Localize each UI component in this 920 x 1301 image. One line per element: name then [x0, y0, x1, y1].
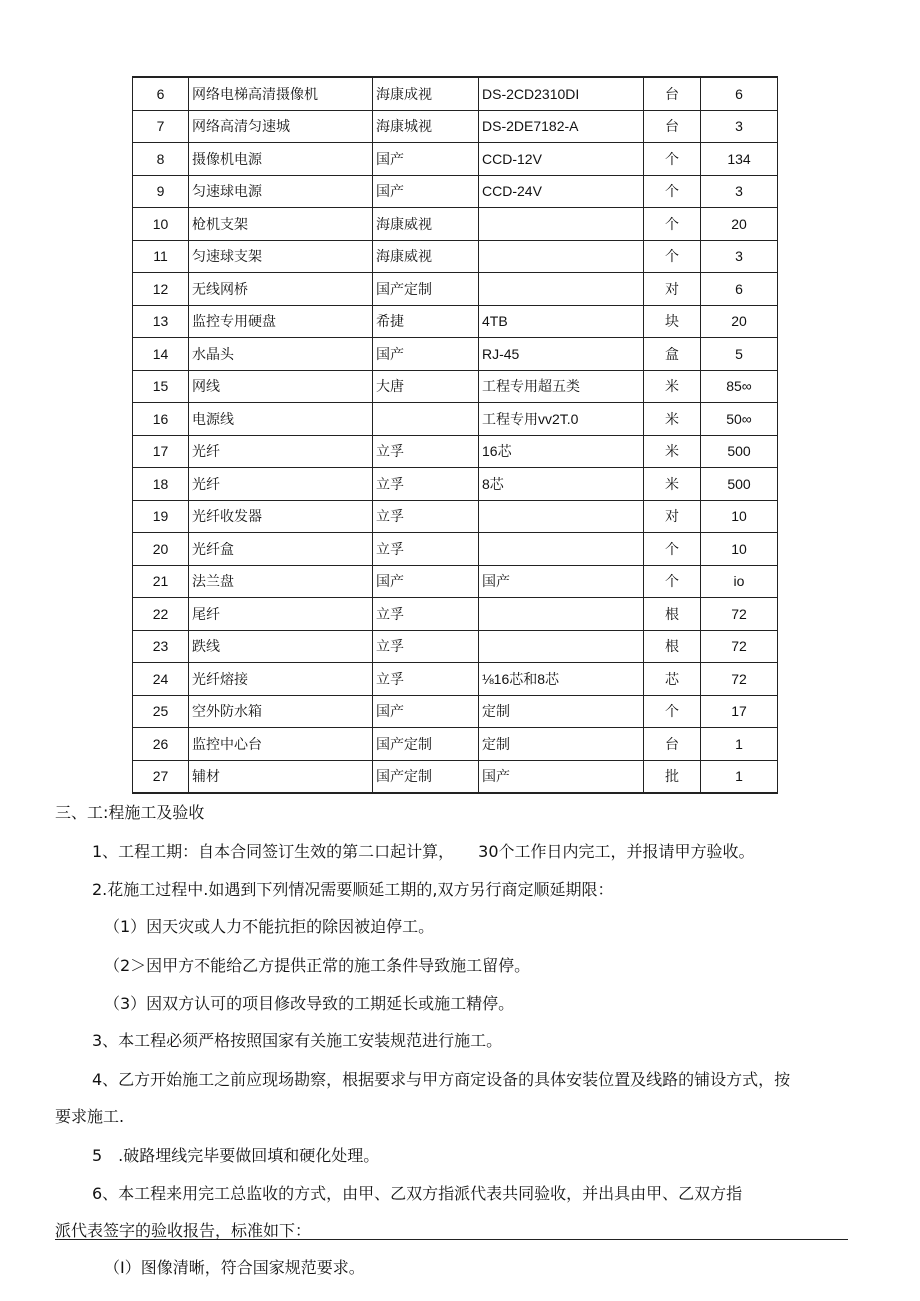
paragraph-2-item-2: （2＞因甲方不能给乙方提供正常的施工条件导致施工留停。 — [104, 956, 531, 975]
cell-qty: 20 — [701, 208, 778, 241]
paragraph-2: 2.花施工过程中.如遇到下列情况需要顺延工期的,双方另行商定顺延期限： — [92, 880, 614, 899]
cell-name: 尾纤 — [189, 598, 373, 631]
table-row — [133, 208, 778, 241]
cell-qty: 72 — [701, 663, 778, 696]
cell-brand: 海康城视 — [373, 110, 479, 143]
cell-qty: 6 — [701, 273, 778, 306]
table-row — [133, 370, 778, 403]
table-row — [133, 110, 778, 143]
cell-brand: 海康威视 — [373, 208, 479, 241]
cell-qty: 134 — [701, 143, 778, 176]
cell-qty: 10 — [701, 500, 778, 533]
cell-model — [479, 273, 644, 306]
cell-unit: 个 — [644, 565, 701, 598]
cell-unit: 个 — [644, 175, 701, 208]
cell-model: 工程专用超五类 — [479, 370, 644, 403]
cell-no: 11 — [133, 240, 189, 273]
cell-name: 跌线 — [189, 630, 373, 663]
cell-brand: 立孚 — [373, 630, 479, 663]
cell-model: DS-2DE7182-A — [479, 110, 644, 143]
cell-no: 25 — [133, 695, 189, 728]
cell-brand: 国产 — [373, 565, 479, 598]
cell-model: 定制 — [479, 695, 644, 728]
paragraph-2-item-3: （3）因双方认可的项目修改导致的工期延长或施工精停。 — [104, 994, 515, 1013]
cell-brand: 国产定制 — [373, 760, 479, 793]
cell-brand: 立孚 — [373, 468, 479, 501]
cell-unit: 根 — [644, 630, 701, 663]
table-row — [133, 500, 778, 533]
cell-qty: 1 — [701, 760, 778, 793]
cell-no: 27 — [133, 760, 189, 793]
cell-unit: 批 — [644, 760, 701, 793]
paragraph-5: 5 .破路埋线完毕要做回填和硬化处理。 — [92, 1146, 380, 1165]
cell-no: 22 — [133, 598, 189, 631]
cell-no: 20 — [133, 533, 189, 566]
cell-brand: 国产 — [373, 338, 479, 371]
paragraph-6-line-2: 派代表签字的验收报告，标准如下： — [55, 1221, 312, 1240]
cell-brand: 国产 — [373, 175, 479, 208]
cell-no: 15 — [133, 370, 189, 403]
table-row — [133, 77, 778, 110]
paragraph-2-item-1: （1）因天灾或人力不能抗拒的除因被迫停工。 — [104, 917, 435, 936]
paragraph-4-line-1: 4、乙方开始施工之前应现场勘察，根据要求与甲方商定设备的具体安装位置及线路的铺设方式，按 — [92, 1070, 791, 1089]
cell-name: 网络高清匀速城 — [189, 110, 373, 143]
cell-name: 网线 — [189, 370, 373, 403]
cell-model — [479, 630, 644, 663]
cell-brand: 立孚 — [373, 500, 479, 533]
cell-name: 法兰盘 — [189, 565, 373, 598]
cell-no: 24 — [133, 663, 189, 696]
cell-name: 光纤盒 — [189, 533, 373, 566]
cell-no: 12 — [133, 273, 189, 306]
cell-brand: 国产定制 — [373, 273, 479, 306]
cell-model: 8芯 — [479, 468, 644, 501]
cell-unit: 个 — [644, 240, 701, 273]
cell-model — [479, 208, 644, 241]
table-row — [133, 533, 778, 566]
cell-name: 摄像机电源 — [189, 143, 373, 176]
cell-brand: 希捷 — [373, 305, 479, 338]
cell-qty: 3 — [701, 240, 778, 273]
cell-brand — [373, 403, 479, 436]
cell-brand: 大唐 — [373, 370, 479, 403]
cell-qty: 72 — [701, 630, 778, 663]
table-row — [133, 143, 778, 176]
cell-model: RJ-45 — [479, 338, 644, 371]
cell-no: 16 — [133, 403, 189, 436]
cell-name: 辅材 — [189, 760, 373, 793]
cell-unit: 米 — [644, 435, 701, 468]
paragraph-3: 3、本工程必须严格按照国家有关施工安装规范进行施工。 — [92, 1031, 503, 1050]
cell-name: 匀速球支架 — [189, 240, 373, 273]
table-row — [133, 468, 778, 501]
cell-brand: 国产定制 — [373, 728, 479, 761]
cell-no: 8 — [133, 143, 189, 176]
cell-no: 21 — [133, 565, 189, 598]
cell-brand: 立孚 — [373, 533, 479, 566]
table-row — [133, 403, 778, 436]
cell-brand: 国产 — [373, 695, 479, 728]
cell-name: 电源线 — [189, 403, 373, 436]
cell-model: 工程专用vv2T.0 — [479, 403, 644, 436]
cell-model: 16芯 — [479, 435, 644, 468]
cell-no: 26 — [133, 728, 189, 761]
cell-no: 10 — [133, 208, 189, 241]
cell-qty: 10 — [701, 533, 778, 566]
cell-qty: 17 — [701, 695, 778, 728]
paragraph-4-line-2: 要求施工. — [55, 1107, 125, 1126]
cell-unit: 台 — [644, 77, 701, 110]
cell-model: 4TB — [479, 305, 644, 338]
cell-qty: 3 — [701, 175, 778, 208]
cell-model — [479, 240, 644, 273]
cell-no: 18 — [133, 468, 189, 501]
table-row — [133, 695, 778, 728]
cell-no: 23 — [133, 630, 189, 663]
table-row — [133, 630, 778, 663]
cell-qty: 1 — [701, 728, 778, 761]
cell-brand: 海康成视 — [373, 77, 479, 110]
cell-unit: 对 — [644, 500, 701, 533]
cell-qty: 72 — [701, 598, 778, 631]
cell-model: DS-2CD2310DI — [479, 77, 644, 110]
table-row — [133, 338, 778, 371]
cell-qty: 50∞ — [701, 403, 778, 436]
cell-model — [479, 533, 644, 566]
table-row — [133, 175, 778, 208]
cell-no: 6 — [133, 77, 189, 110]
cell-unit: 个 — [644, 533, 701, 566]
cell-brand: 国产 — [373, 143, 479, 176]
cell-no: 13 — [133, 305, 189, 338]
cell-unit: 芯 — [644, 663, 701, 696]
cell-name: 枪机支架 — [189, 208, 373, 241]
equipment-table — [132, 76, 778, 794]
cell-name: 空外防水箱 — [189, 695, 373, 728]
cell-unit: 米 — [644, 370, 701, 403]
cell-name: 光纤 — [189, 468, 373, 501]
table-row — [133, 663, 778, 696]
cell-brand: 立孚 — [373, 598, 479, 631]
cell-model — [479, 598, 644, 631]
cell-unit: 米 — [644, 468, 701, 501]
cell-model: 国产 — [479, 565, 644, 598]
cell-qty: 20 — [701, 305, 778, 338]
cell-model: ⅛16芯和8芯 — [479, 663, 644, 696]
cell-unit: 盒 — [644, 338, 701, 371]
cell-qty: io — [701, 565, 778, 598]
paragraph-6-line-1: 6、本工程来用完工总监收的方式，由甲、乙双方指派代表共同验收，并出具由甲、乙双方指 — [92, 1184, 743, 1203]
cell-brand: 立孚 — [373, 435, 479, 468]
cell-name: 监控中心台 — [189, 728, 373, 761]
cell-brand: 立孚 — [373, 663, 479, 696]
cell-qty: 5 — [701, 338, 778, 371]
cell-unit: 台 — [644, 728, 701, 761]
cell-unit: 米 — [644, 403, 701, 436]
cell-qty: 85∞ — [701, 370, 778, 403]
cell-qty: 500 — [701, 435, 778, 468]
cell-unit: 对 — [644, 273, 701, 306]
cell-unit: 台 — [644, 110, 701, 143]
horizontal-rule — [55, 1239, 848, 1240]
cell-name: 水晶头 — [189, 338, 373, 371]
cell-unit: 根 — [644, 598, 701, 631]
cell-brand: 海康威视 — [373, 240, 479, 273]
table-row — [133, 598, 778, 631]
cell-name: 光纤熔接 — [189, 663, 373, 696]
cell-model: 国产 — [479, 760, 644, 793]
table-row — [133, 760, 778, 793]
cell-name: 光纤 — [189, 435, 373, 468]
cell-unit: 个 — [644, 143, 701, 176]
cell-name: 无线网桥 — [189, 273, 373, 306]
cell-qty: 3 — [701, 110, 778, 143]
table-row — [133, 728, 778, 761]
table-row — [133, 273, 778, 306]
cell-model — [479, 500, 644, 533]
paragraph-7: （I）图像清晰，符合国家规范要求。 — [104, 1258, 365, 1277]
table-row — [133, 565, 778, 598]
cell-no: 14 — [133, 338, 189, 371]
cell-qty: 500 — [701, 468, 778, 501]
cell-no: 7 — [133, 110, 189, 143]
cell-name: 光纤收发器 — [189, 500, 373, 533]
section-heading: 三、工:程施工及验收 — [55, 803, 205, 822]
cell-unit: 块 — [644, 305, 701, 338]
cell-no: 19 — [133, 500, 189, 533]
cell-unit: 个 — [644, 695, 701, 728]
cell-model: 定制 — [479, 728, 644, 761]
table-row — [133, 240, 778, 273]
cell-name: 匀速球电源 — [189, 175, 373, 208]
cell-no: 17 — [133, 435, 189, 468]
cell-unit: 个 — [644, 208, 701, 241]
table-row — [133, 305, 778, 338]
paragraph-1: 1、工程工期：自本合同签订生效的第二口起计算， 30个工作日内完工，并报请甲方验收。 — [92, 842, 755, 861]
cell-model: CCD-12V — [479, 143, 644, 176]
cell-no: 9 — [133, 175, 189, 208]
cell-model: CCD-24V — [479, 175, 644, 208]
cell-qty: 6 — [701, 77, 778, 110]
equipment-table-body — [133, 77, 778, 793]
cell-name: 监控专用硬盘 — [189, 305, 373, 338]
cell-name: 网络电梯高清摄像机 — [189, 77, 373, 110]
table-row — [133, 435, 778, 468]
